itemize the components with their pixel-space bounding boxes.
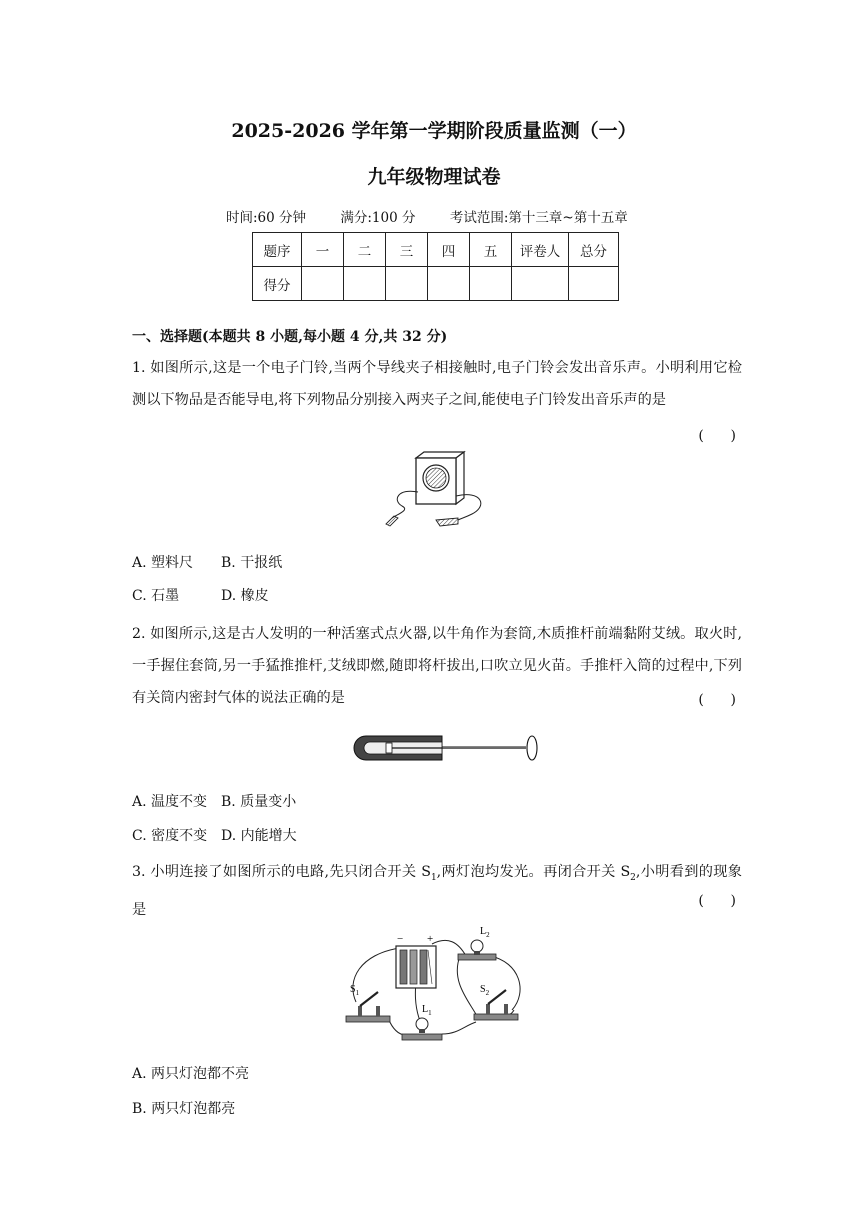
doorbell-figure [384, 448, 494, 530]
switch-s1-icon [346, 992, 390, 1022]
question-3-answer-bracket[interactable]: ( ) [698, 893, 736, 909]
bulb-l1-label: $L_1$ [422, 1004, 432, 1017]
score-table-header-row [253, 233, 619, 267]
score-header-cell: 评卷人 [512, 233, 569, 267]
score-input-cell[interactable] [569, 267, 619, 301]
switch-s1-label: $S_1$ [350, 984, 360, 997]
question-2-option-b[interactable]: B. 质量变小 [221, 794, 297, 810]
question-1-answer-bracket[interactable]: ( ) [698, 428, 736, 444]
question-2-option-a[interactable]: A. 温度不变 [132, 794, 208, 810]
question-1-option-d[interactable]: D. 橡皮 [221, 588, 269, 604]
question-1-option-b[interactable]: B. 干报纸 [221, 555, 283, 571]
question-3-sub-2: 2 [630, 872, 636, 883]
circuit-figure [340, 922, 536, 1050]
question-3-option-a[interactable]: A. 两只灯泡都不亮 [132, 1066, 250, 1082]
bulb-l2-label: $L_2$ [480, 926, 490, 939]
exam-title: 2025-2026 学年第一学期阶段质量监测（一） [231, 120, 637, 142]
question-1-option-a[interactable]: A. 塑料尺 [132, 555, 194, 571]
question-2-option-d[interactable]: D. 内能增大 [221, 828, 297, 844]
score-header-cell: 总分 [569, 233, 619, 267]
bulb-l2-icon [458, 940, 496, 960]
score-input-cell[interactable] [428, 267, 470, 301]
question-3-stem-part-c: ,小明看到的现象是 [132, 864, 742, 918]
exam-subtitle: 九年级物理试卷 [367, 166, 501, 188]
score-row-label: 得分 [253, 267, 302, 301]
question-3-stem-part-a: 3. 小明连接了如图所示的电路,先只闭合开关 S [132, 864, 431, 880]
score-input-cell[interactable] [470, 267, 512, 301]
question-3-option-b[interactable]: B. 两只灯泡都亮 [132, 1101, 236, 1117]
question-2-option-c[interactable]: C. 密度不变 [132, 828, 208, 844]
fire-piston-figure [352, 732, 544, 764]
bulb-l1-icon [402, 1018, 442, 1040]
score-input-cell[interactable] [302, 267, 344, 301]
switch-s2-label: $S_2$ [480, 984, 490, 997]
question-3-stem-part-b: ,两灯泡均发光。再闭合开关 S [436, 864, 631, 880]
exam-scope: 考试范围:第十三章~第十五章 [449, 210, 628, 226]
score-input-cell[interactable] [386, 267, 428, 301]
exam-time: 时间:60 分钟 [226, 210, 307, 226]
battery-minus-label: − [397, 933, 404, 945]
battery-plus-label: + [427, 933, 434, 945]
question-1-option-c[interactable]: C. 石墨 [132, 588, 180, 604]
exam-full-score: 满分:100 分 [340, 210, 416, 226]
score-header-cell: 二 [344, 233, 386, 267]
score-table-score-row [253, 267, 619, 301]
question-2-stem: 2. 如图所示,这是古人发明的一种活塞式点火器,以牛角作为套筒,木质推杆前端黏附艾绒。取火时,一手握住套筒,另一手猛推推杆,艾绒即燃,随即将杆拔出,口吹立见火苗。手推杆入筒的过程中,下列有关筒内密封气体的说法正确的是 [132, 626, 742, 706]
battery-icon [396, 946, 436, 988]
question-3-stem [132, 856, 742, 926]
question-1-stem: 1. 如图所示,这是一个电子门铃,当两个导线夹子相接触时,电子门铃会发出音乐声。小明利用它检测以下物品是否能导电,将下列物品分别接入两夹子之间,能使电子门铃发出音乐声的是 [132, 360, 742, 408]
score-header-cell: 四 [428, 233, 470, 267]
score-header-cell: 一 [302, 233, 344, 267]
score-table [252, 232, 619, 301]
score-header-cell: 三 [386, 233, 428, 267]
score-input-cell[interactable] [344, 267, 386, 301]
score-header-cell: 题序 [253, 233, 302, 267]
question-3-sub-1: 1 [430, 872, 437, 883]
question-2-answer-bracket[interactable]: ( ) [698, 692, 736, 708]
section-title: 一、选择题(本题共 8 小题,每小题 4 分,共 32 分) [132, 329, 448, 345]
exam-meta [226, 206, 628, 226]
score-input-cell[interactable] [512, 267, 569, 301]
score-header-cell: 五 [470, 233, 512, 267]
